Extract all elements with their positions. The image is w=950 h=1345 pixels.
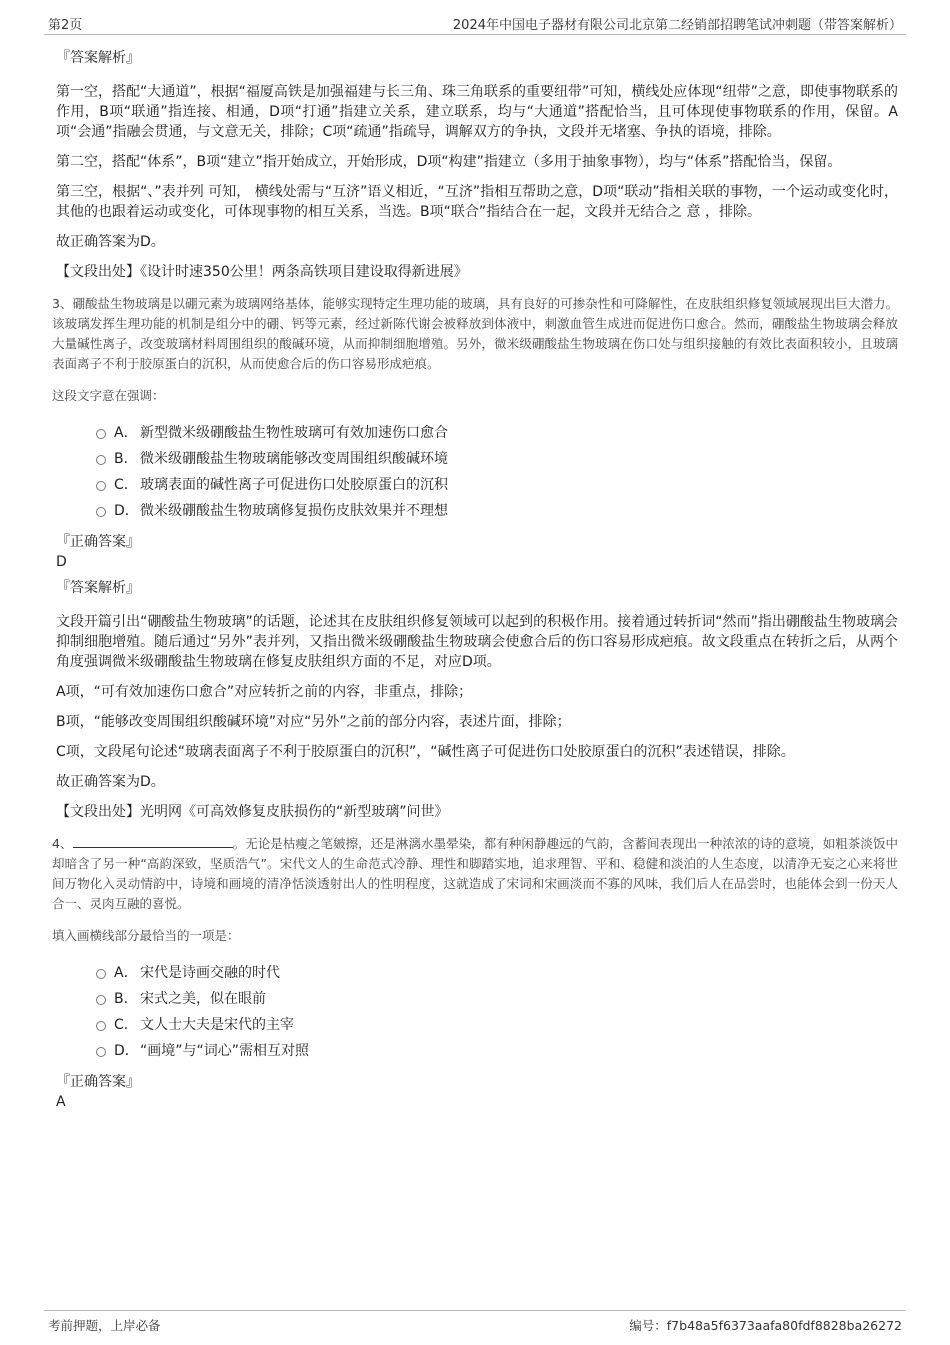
q3-prompt: 这段文字意在强调： [52,388,165,403]
page-footer [44,1310,906,1337]
q3-option-d[interactable] [56,498,898,524]
option-letter: D． [114,1043,139,1059]
footer-serial: 编号：f7b48a5f6373aafa80fdf8828ba26272 [629,1318,902,1333]
radio-icon[interactable] [96,1021,106,1031]
q3-analysis-paragraph-4: C项，文段尾句论述“玻璃表面离子不利于胶原蛋白的沉积”，“碱性离子可促进伤口处胶原蛋白的沉积”表述错误，排除。 [56,744,795,760]
option-text: “画境”与“词心”需相互对照 [140,1043,310,1059]
q4-option-d[interactable] [56,1038,898,1064]
q3-option-c[interactable] [56,472,898,498]
q4-number: 4、 [52,836,73,851]
page-header [44,12,906,35]
q3-analysis-paragraph-1: 文段开篇引出“硼酸盐生物玻璃”的话题，论述其在皮肤组织修复领域可以起到的积极作用。接着通过转折词“然而”指出硼酸盐生物玻璃会抑制细胞增殖。随后通过“另外”表并列，又指出微米级硼酸盐生物玻璃会使愈合后的伤口容易形成疤痕。故文段重点在转折之后，从两个角度强调微米级硼酸盐生物玻璃在修复皮肤组织方面的不足，对应D项。 [56,614,898,670]
q4-options [56,960,898,1064]
radio-icon[interactable] [96,507,106,517]
q4-stem: 。无论是枯瘦之笔皴擦，还是淋漓水墨晕染，都有种闲静趣远的气韵，含蓄间表现出一种浓浓的诗的意境，如粗茶淡饭中却暗含了另一种“高韵深致，坚质浩气”。宋代文人的生命范式冷静、理性和脚踏实地，追求理智、平和、稳健和淡泊的人生态度，以清净无妄之心来将世间万物化入灵动情韵中，诗境和画境的清净恬淡透射出人的性明程度，这就造成了宋词和宋画淡而不寡的风味，我们后人在品尝时，也能体会到一份天人合一、灵肉互融的喜悦。 [52,836,899,911]
q3-option-b[interactable] [56,446,898,472]
q2-analysis-paragraph-1: 第一空，搭配“大通道”，根据“福厦高铁是加强福建与长三角、珠三角联系的重要纽带”可知，横线处应体现“纽带”之意，即使事物联系的作用，B项“联通”指连接、相通，D项“打通”指建立关系，建立联系，均与“大通道”搭配恰当，且可体现使事物联系的作用，保留。A项“会通”指融会贯通，与文意无关，排除；C项“疏通”指疏导，调解双方的争执，文段并无堵塞、争执的语境，排除。 [56,84,898,140]
q3-conclusion: 故正确答案为D。 [56,774,165,790]
q3-analysis-paragraph-2: A项，“可有效加速伤口愈合”对应转折之前的内容，非重点，排除； [56,684,473,700]
q4-answer: A [56,1094,66,1110]
q3-stem: 3、硼酸盐生物玻璃是以硼元素为玻璃网络基体，能够实现特定生理功能的玻璃，具有良好的可掺杂性和可降解性，在皮肤组织修复领域展现出巨大潜力。该玻璃发挥生理功能的机制是组分中的硼、钙等元素，经过新陈代谢会被释放到体液中，刺激血管生成进而促进伤口愈合。然而，硼酸盐生物玻璃会释放大量碱性离子，改变玻璃材料周围组织的酸碱环境，从而抑制细胞增殖。另外，微米级硼酸盐生物玻璃在伤口处与组织接触的有效比表面积较小，且玻璃表面离子不利于胶原蛋白的沉积，从而使愈合后的伤口容易形成疤痕。 [52,296,898,371]
q4-answer-label: 『正确答案』 [56,1074,140,1090]
q2-analysis-paragraph-2: 第二空，搭配“体系”，B项“建立”指开始成立，开始形成，D项“构建”指建立（多用于抽象事物），均与“体系”搭配恰当，保留。 [56,154,842,170]
radio-icon[interactable] [96,995,106,1005]
radio-icon[interactable] [96,1047,106,1057]
q2-analysis-label: 『答案解析』 [56,50,140,66]
q3-source: 【文段出处】光明网《可高效修复皮肤损伤的“新型玻璃”问世》 [56,804,449,820]
q4-stem-container [52,834,898,914]
q4-option-a[interactable] [56,960,898,986]
footer-slogan: 考前押题，上岸必备 [48,1318,161,1333]
option-letter: C． [114,1017,138,1033]
document-body [52,44,899,1118]
q3-analysis-label: 『答案解析』 [56,580,140,596]
q3-answer-label: 『正确答案』 [56,534,140,550]
option-letter: A． [114,425,138,441]
option-text: 玻璃表面的碱性离子可促进伤口处胶原蛋白的沉积 [140,477,448,493]
document-title: 2024年中国电子器材有限公司北京第二经销部招聘笔试冲刺题（带答案解析） [452,18,902,33]
q3-answer: D [56,554,67,570]
option-letter: C． [114,477,138,493]
option-text: 宋式之美，似在眼前 [140,991,266,1007]
radio-icon[interactable] [96,969,106,979]
q3-option-a[interactable] [56,420,898,446]
option-text: 新型微米级硼酸盐生物性玻璃可有效加速伤口愈合 [140,425,448,441]
q4-blank [73,835,233,848]
radio-icon[interactable] [96,429,106,439]
q2-source: 【文段出处】《设计时速350公里！两条高铁项目建设取得新进展》 [56,264,468,280]
option-text: 宋代是诗画交融的时代 [140,965,280,981]
q2-conclusion: 故正确答案为D。 [56,234,165,250]
option-text: 微米级硼酸盐生物玻璃能够改变周围组织酸碱环境 [140,451,448,467]
q3-options [56,420,898,524]
option-text: 文人士大夫是宋代的主宰 [140,1017,294,1033]
radio-icon[interactable] [96,455,106,465]
q4-option-b[interactable] [56,986,898,1012]
radio-icon[interactable] [96,481,106,491]
q4-prompt: 填入画横线部分最恰当的一项是： [52,928,240,943]
option-letter: B． [114,451,138,467]
option-letter: D． [114,503,139,519]
option-text: 微米级硼酸盐生物玻璃修复损伤皮肤效果并不理想 [140,503,448,519]
q4-option-c[interactable] [56,1012,898,1038]
q2-analysis-paragraph-3: 第三空，根据“、”表并列 可知， 横线处需与“互济”语义相近，“互济”指相互帮助之意，D项“联动”指相关联的事物，一个运动或变化时，其他的也跟着运动或变化，可体现事物的相互关系，当选。B项“联合”指结合在一起，文段并无结合之 意 ，排除。 [56,184,898,220]
option-letter: B． [114,991,138,1007]
page-number: 第2页 [48,18,83,33]
q3-analysis-paragraph-3: B项，“能够改变周围组织酸碱环境”对应“另外”之前的部分内容，表述片面，排除； [56,714,571,730]
option-letter: A． [114,965,138,981]
